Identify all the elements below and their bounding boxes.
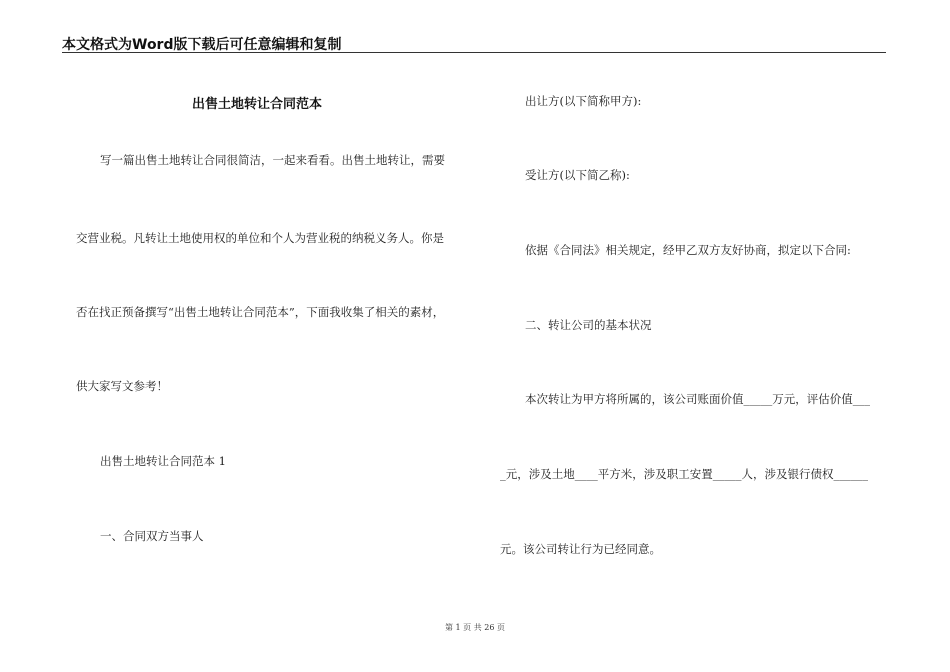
party-line: 受让方(以下简乙称):: [525, 168, 630, 182]
paragraph-line: 交营业税。凡转让土地使用权的单位和个人为营业税的纳税义务人。你是: [76, 231, 444, 245]
document-header: [62, 30, 886, 53]
paragraph-line: _元，涉及土地____平方米，涉及职工安置_____人，涉及银行债权______: [500, 467, 868, 481]
page-footer: 第 1 页 共 26 页: [445, 623, 505, 632]
section-heading: 二、转让公司的基本状况: [525, 318, 652, 332]
paragraph-line: 写一篇出售土地转让合同很简洁，一起来看看。出售土地转让，需要: [100, 153, 445, 167]
document-title: 出售土地转让合同范本: [192, 97, 323, 112]
paragraph-line: 供大家写文参考！: [76, 379, 168, 393]
paragraph-line: 否在找正预备撰写“出售土地转让合同范本”，下面我收集了相关的素材，: [76, 305, 445, 319]
section-heading: 一、合同双方当事人: [100, 529, 204, 543]
section-heading: 出售土地转让合同范本 1: [100, 454, 226, 468]
paragraph-line: 元。该公司转让行为已经同意。: [500, 542, 661, 556]
header-banner: 本文格式为Word版下载后可任意编辑和复制: [62, 37, 342, 53]
paragraph-line: 依据《合同法》相关规定，经甲乙双方友好协商，拟定以下合同:: [525, 243, 851, 257]
paragraph-line: 本次转让为甲方将所属的，该公司账面价值_____万元，评估价值___: [525, 392, 870, 406]
party-line: 出让方(以下简称甲方):: [525, 94, 642, 108]
